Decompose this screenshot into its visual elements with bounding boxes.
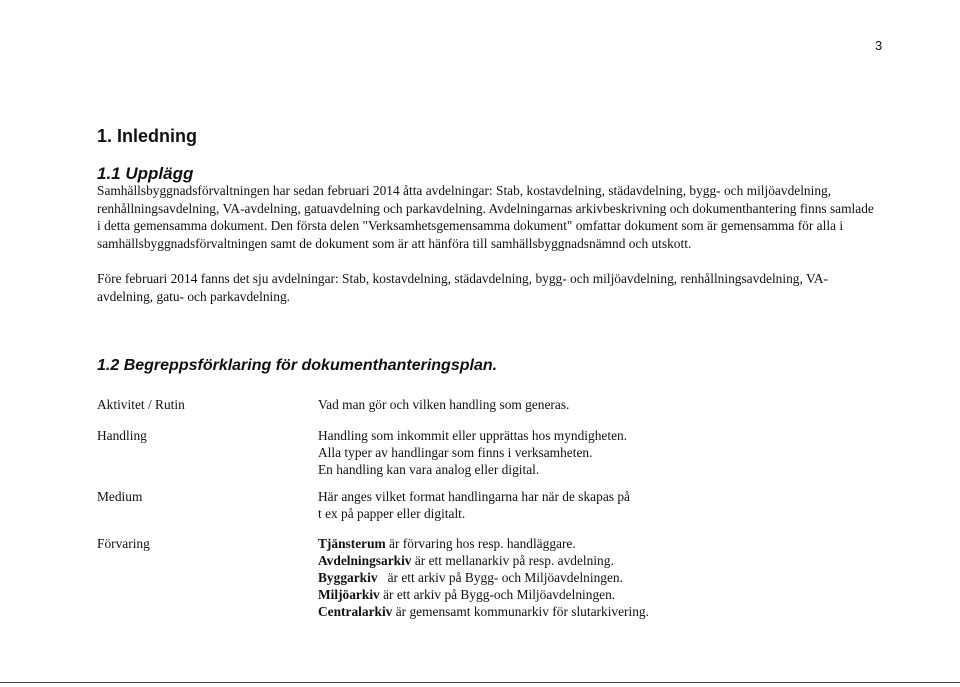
glossary-definition: [318, 488, 630, 522]
storage-name: Avdelningsarkiv: [318, 553, 412, 568]
storage-description: är ett mellanarkiv på resp. avdelning.: [411, 553, 614, 568]
storage-entry: [318, 586, 649, 603]
glossary-definition: [318, 535, 649, 620]
storage-description: är förvaring hos resp. handläggare.: [385, 536, 576, 551]
history-paragraph: Före februari 2014 fanns det sju avdelningar: Stab, kostavdelning, städavdelning, bygg- och miljöavdelning, renhållningsavdelning, VA-avdelning, gatu- och parkavdelning.: [97, 271, 829, 304]
glossary-term: Aktivitet / Rutin: [97, 397, 185, 412]
definition-line: En handling kan vara analog eller digital.: [318, 462, 540, 477]
storage-name: Byggarkiv: [318, 570, 378, 585]
storage-description: är ett arkiv på Bygg- och Miljöavdelningen.: [377, 570, 623, 585]
definition-line: Vad man gör och vilken handling som generas.: [318, 397, 570, 412]
glossary-term: Förvaring: [97, 536, 150, 551]
definition-line: Alla typer av handlingar som finns i verksamheten.: [318, 445, 593, 460]
intro-paragraph: Samhällsbyggnadsförvaltningen har sedan februari 2014 åtta avdelningar: Stab, kostavdelning, städavdelning, bygg- och miljöavdelning, renhållningsavdelning, VA-avdelning, gatuavdelning och parkavdelning. Avdelningarnas arkivbeskrivning och dokumenthantering finns samlade i detta gemensamma dokument. Den första delen "Verksamhetsgemensamma dokument" omfattar dokument som är gemensamma för alla i samhällsbyggnadsförvaltningen samt de dokument som är att hänföra till samhällsbyggnadsnämnd och utskott.: [97, 183, 874, 251]
storage-description: är gemensamt kommunarkiv för slutarkivering.: [392, 604, 649, 619]
glossary-heading: 1.2 Begreppsförklaring för dokumenthanteringsplan.: [97, 357, 498, 374]
glossary-term: Handling: [97, 428, 147, 443]
glossary-definition: [318, 427, 627, 478]
storage-entry: [318, 535, 649, 552]
definition-line: Handling som inkommit eller upprättas hos myndigheten.: [318, 428, 628, 443]
storage-description: är ett arkiv på Bygg-och Miljöavdelningen.: [379, 587, 616, 602]
storage-name: Tjänsterum: [318, 536, 386, 551]
definition-line: t ex på papper eller digitalt.: [318, 506, 466, 521]
glossary-definition: [318, 396, 569, 413]
storage-name: Miljöarkiv: [318, 587, 380, 602]
storage-entry: [318, 552, 649, 569]
glossary-term: Medium: [97, 489, 143, 504]
storage-entry: [318, 569, 649, 586]
section-heading: 1. Inledning: [97, 126, 198, 146]
storage-name: Centralarkiv: [318, 604, 393, 619]
subsection-heading-upplagg: 1.1 Upplägg: [97, 164, 194, 183]
page-number: 3: [875, 38, 883, 53]
definition-line: Här anges vilket format handlingarna har när de skapas på: [318, 489, 630, 504]
storage-entry: [318, 603, 649, 620]
footer-divider: [0, 682, 960, 683]
